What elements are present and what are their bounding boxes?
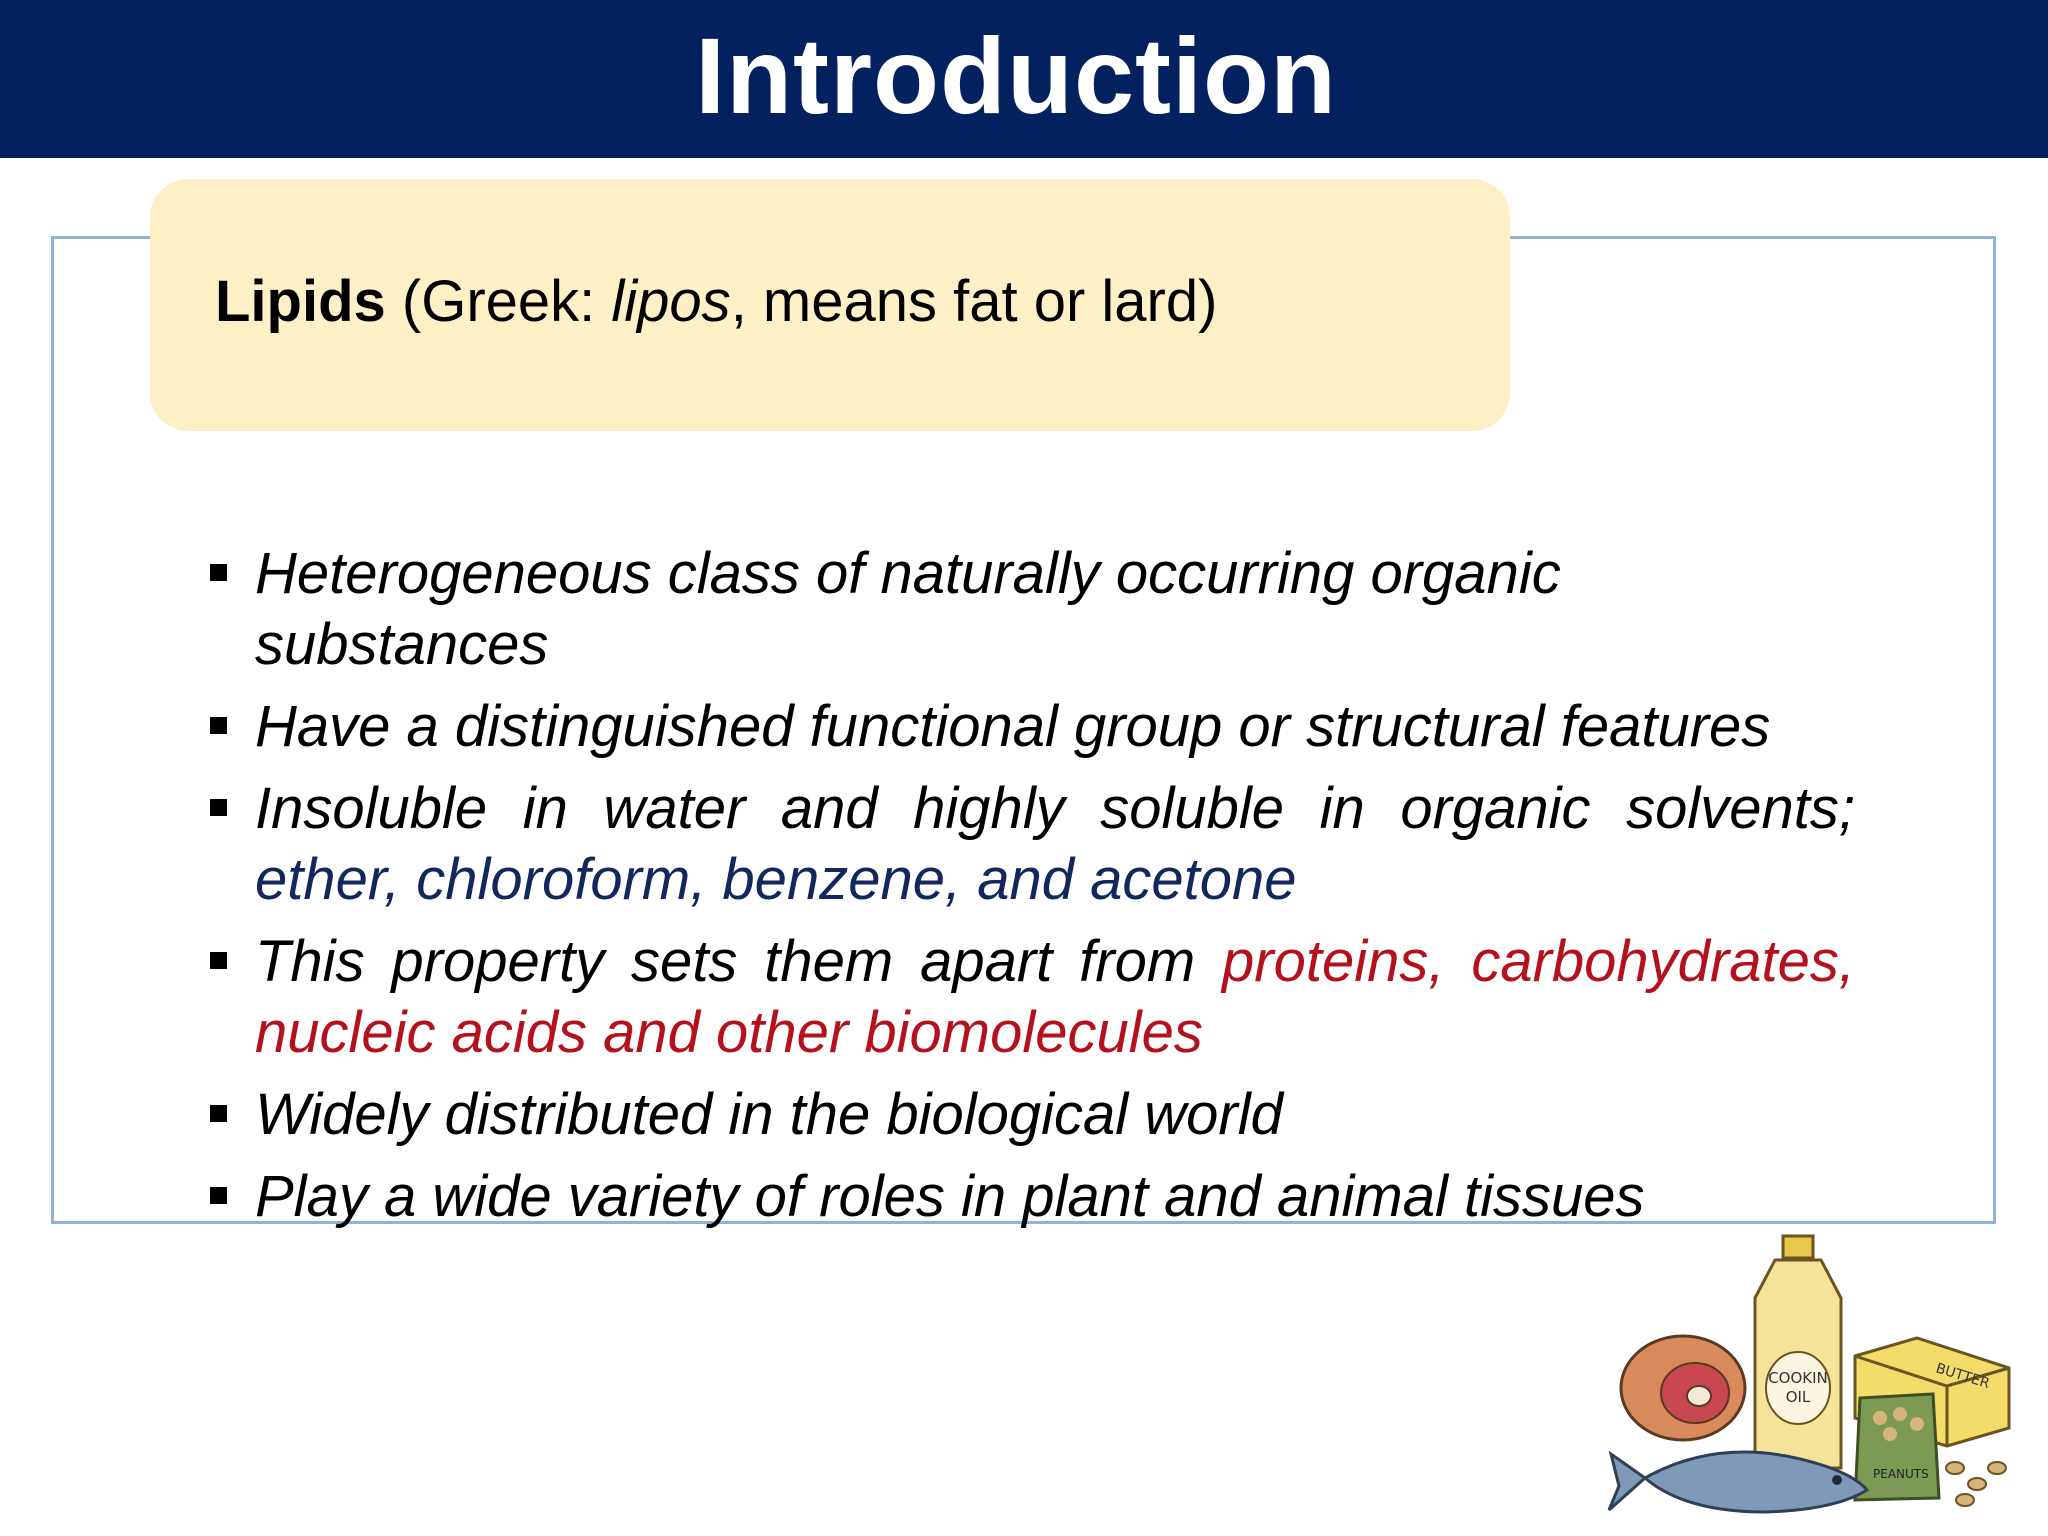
slide-title: Introduction: [695, 14, 1337, 136]
bullet-item: Have a distinguished functional group or structural features: [205, 691, 1855, 762]
definition-suffix: , means fat or lard): [730, 269, 1218, 334]
square-bullet-icon: [210, 1187, 227, 1204]
bullet-item: This property sets them apart from proteins, carbohydrates, nucleic acids and other biomolecules: [205, 926, 1855, 1068]
solvent-list: ether, chloroform, benzene, and acetone: [255, 847, 1297, 912]
fatty-foods-illustration: [1605, 1228, 2025, 1528]
square-bullet-icon: [210, 564, 227, 581]
oil-bottle-icon: [1755, 1236, 1841, 1468]
definition-greek-word: lipos: [611, 269, 731, 334]
svg-text:PEANUTS: PEANUTS: [1873, 1467, 1929, 1481]
definition-term: Lipids: [215, 269, 386, 334]
peanuts-bag-icon: [1855, 1394, 1939, 1500]
square-bullet-icon: [210, 952, 227, 969]
square-bullet-icon: [210, 799, 227, 816]
meat-icon: [1621, 1336, 1745, 1440]
square-bullet-icon: [210, 717, 227, 734]
bullet-list: [205, 538, 1855, 1243]
bullet-item: Insoluble in water and highly soluble in organic solvents; ether, chloroform, benzene, and acetone: [205, 773, 1855, 915]
square-bullet-icon: [210, 1105, 227, 1122]
title-bar: [0, 0, 2048, 158]
svg-text:BUTTER: BUTTER: [1933, 1360, 1992, 1392]
bullet-item: Widely distributed in the biological world: [205, 1079, 1855, 1150]
bullet-item: Play a wide variety of roles in plant and animal tissues: [205, 1161, 1855, 1232]
definition-prefix: (Greek:: [385, 269, 612, 334]
bullet-item: Heterogeneous class of naturally occurring organic substances: [205, 538, 1855, 680]
svg-text:COOKIN: COOKIN: [1768, 1369, 1828, 1387]
biomolecule-list: proteins, carbohydrates, nucleic acids and other biomolecules: [255, 929, 1855, 1065]
nuts-icon: [1946, 1462, 2006, 1506]
svg-text:OIL: OIL: [1785, 1388, 1811, 1406]
definition-text: [215, 268, 1217, 335]
